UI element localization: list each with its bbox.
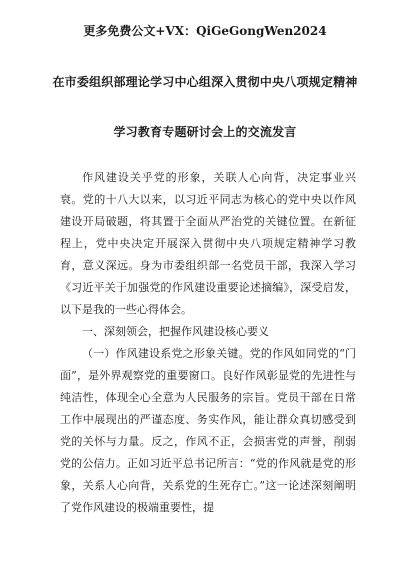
body-paragraph-subsection-1: （一）作风建设系党之形象关键。党的作风如同党的“门面”，是外界观察党的重要窗口。良好作风彰显党的先进性与纯洁性，体现全心全意为人民服务的宗旨。党员干部在日常工作中展现出的严谨态度、务实作风，能让群众真切感受到党的关怀与力量。反之，作风不正，会损害党的声誉，削弱党的公信力。正如习近平总书记所言：“党的作风就是党的形象，关系人心向背，关系党的生死存亡。”这一论述深刻阐明了党作风建设的极端重要性，提 xyxy=(60,347,356,514)
document-body xyxy=(60,167,356,519)
promo-header: 更多免费公文+VX：QiGeGongWen2024 xyxy=(83,24,327,38)
body-paragraph-intro: 作风建设关乎党的形象，关联人心向背，决定事业兴衰。党的十八大以来，以习近平同志为核心的党中央以作风建设开局破题，将其置于全面从严治党的关键位置。在新征程上，党中央决定开展深入贯彻中央八项规定精神学习教育，意义深远。身为市委组织部一名党员干部，我深入学习《习近平关于加强党的作风建设重要论述摘编》，深受启发，以下是我的一些心得体会。 xyxy=(60,171,356,316)
section-heading-1: 一、深刻领会，把握作风建设核心要义 xyxy=(82,325,269,338)
document-title-line-2: 学习教育专题研讨会上的交流发言 xyxy=(113,125,297,139)
document-title-line-1: 在市委组织部理论学习中心组深入贯彻中央八项规定精神 xyxy=(52,75,358,89)
